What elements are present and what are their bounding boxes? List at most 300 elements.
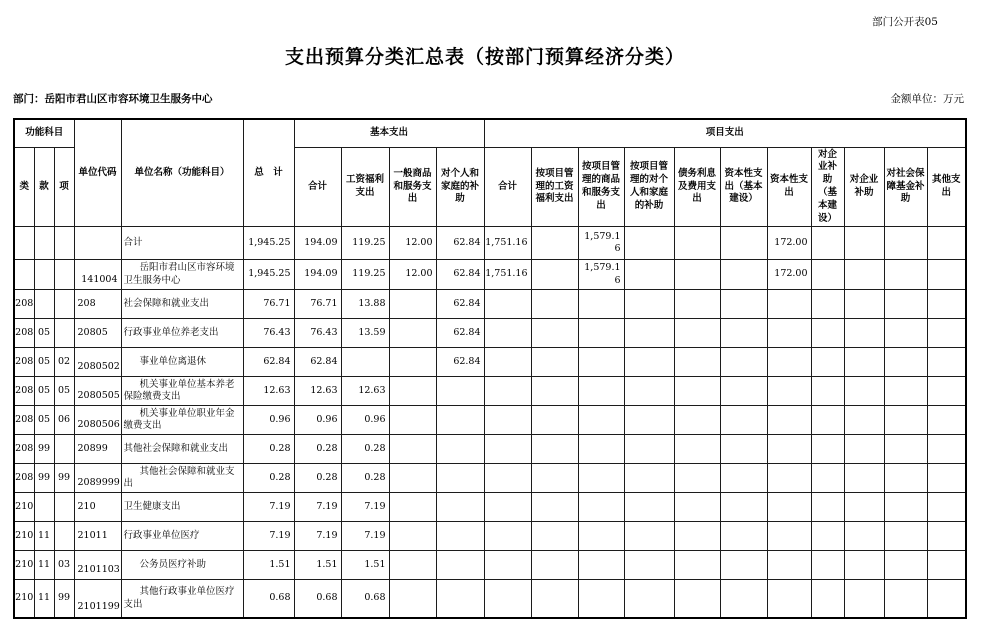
amount-unit-label: 金额单位：万元 [890, 93, 964, 105]
cell-value [624, 319, 674, 348]
cell-value [884, 348, 927, 377]
cell-item: 99 [54, 464, 74, 493]
cell-value [531, 377, 578, 406]
cell-section: 05 [34, 348, 54, 377]
cell-value [927, 319, 966, 348]
cell-value [389, 493, 436, 522]
cell-value [624, 551, 674, 580]
cell-value [884, 580, 927, 618]
cell-value [720, 522, 767, 551]
header-basic-wages: 工资福利支出 [341, 147, 389, 227]
cell-value [578, 522, 624, 551]
cell-unit-code: 2101199 [74, 580, 121, 618]
table-row [14, 290, 966, 319]
header-debt-interest: 债务利息及费用支出 [674, 147, 720, 227]
cell-value [767, 464, 811, 493]
cell-value [811, 319, 844, 348]
cell-value [674, 580, 720, 618]
cell-value: 0.28 [294, 464, 341, 493]
cell-unit-name: 机关事业单位职业年金缴费支出 [121, 406, 243, 435]
cell-value [484, 522, 531, 551]
cell-value [531, 493, 578, 522]
cell-value [927, 290, 966, 319]
cell-value [927, 227, 966, 260]
cell-value [720, 377, 767, 406]
cell-class: 208 [14, 348, 34, 377]
cell-value [720, 580, 767, 618]
cell-item [54, 493, 74, 522]
cell-value [884, 551, 927, 580]
table-row [14, 493, 966, 522]
cell-item [54, 435, 74, 464]
cell-section: 11 [34, 580, 54, 618]
cell-value [767, 551, 811, 580]
cell-value: 7.19 [294, 493, 341, 522]
cell-value [624, 227, 674, 260]
cell-value: 76.43 [243, 319, 294, 348]
cell-value [927, 377, 966, 406]
cell-value [531, 551, 578, 580]
cell-value: 62.84 [436, 348, 484, 377]
cell-value [927, 493, 966, 522]
header-unit-code: 单位代码 [74, 119, 121, 227]
cell-value: 0.68 [341, 580, 389, 618]
cell-value [720, 493, 767, 522]
cell-value [578, 493, 624, 522]
header-basic-group: 基本支出 [294, 119, 484, 147]
cell-value [578, 319, 624, 348]
cell-section: 11 [34, 522, 54, 551]
cell-value [578, 551, 624, 580]
header-grand-total: 总 计 [243, 119, 294, 227]
cell-item: 05 [54, 377, 74, 406]
cell-value [531, 290, 578, 319]
cell-value [844, 493, 884, 522]
cell-value [844, 319, 884, 348]
cell-value [844, 464, 884, 493]
cell-unit-name: 社会保障和就业支出 [121, 290, 243, 319]
header-class: 类 [14, 147, 34, 227]
cell-value [436, 464, 484, 493]
cell-value: 0.96 [341, 406, 389, 435]
cell-value [624, 260, 674, 290]
cell-value [884, 406, 927, 435]
cell-value [484, 580, 531, 618]
cell-value [389, 290, 436, 319]
cell-unit-code: 2080502 [74, 348, 121, 377]
cell-value: 12.00 [389, 227, 436, 260]
cell-value [578, 377, 624, 406]
cell-value [624, 493, 674, 522]
cell-value [389, 348, 436, 377]
cell-value [844, 260, 884, 290]
page-code: 部门公开表05 [872, 16, 938, 28]
cell-unit-name: 其他行政事业单位医疗支出 [121, 580, 243, 618]
cell-unit-name: 机关事业单位基本养老保险缴费支出 [121, 377, 243, 406]
cell-value: 12.63 [341, 377, 389, 406]
cell-value: 7.19 [341, 522, 389, 551]
cell-value [624, 522, 674, 551]
cell-item: 03 [54, 551, 74, 580]
cell-section: 11 [34, 551, 54, 580]
cell-value: 62.84 [436, 227, 484, 260]
cell-class: 208 [14, 290, 34, 319]
cell-unit-code: 208 [74, 290, 121, 319]
cell-class [14, 260, 34, 290]
header-project-family-subsidy: 按项目管理的对个人和家庭的补助 [624, 147, 674, 227]
cell-value: 1.51 [294, 551, 341, 580]
cell-unit-code: 2080505 [74, 377, 121, 406]
cell-unit-code: 2080506 [74, 406, 121, 435]
cell-value [674, 377, 720, 406]
header-section: 款 [34, 147, 54, 227]
cell-value: 1,751.16 [484, 227, 531, 260]
cell-value [767, 493, 811, 522]
cell-value [884, 227, 927, 260]
cell-value [844, 551, 884, 580]
header-project-group: 项目支出 [484, 119, 966, 147]
cell-value [674, 319, 720, 348]
cell-value [531, 522, 578, 551]
cell-unit-name: 其他社会保障和就业支出 [121, 435, 243, 464]
table-row [14, 348, 966, 377]
cell-value [624, 435, 674, 464]
table-row [14, 319, 966, 348]
cell-unit-name: 事业单位离退休 [121, 348, 243, 377]
cell-value [811, 522, 844, 551]
cell-value [578, 348, 624, 377]
cell-section [34, 290, 54, 319]
cell-value: 12.63 [243, 377, 294, 406]
cell-value [884, 377, 927, 406]
cell-value [436, 551, 484, 580]
cell-value [811, 406, 844, 435]
cell-item [54, 319, 74, 348]
cell-value: 0.68 [243, 580, 294, 618]
cell-value [767, 348, 811, 377]
cell-value [484, 319, 531, 348]
cell-value [811, 551, 844, 580]
cell-value [767, 522, 811, 551]
cell-unit-name: 公务员医疗补助 [121, 551, 243, 580]
cell-section: 99 [34, 464, 54, 493]
cell-unit-code [74, 227, 121, 260]
cell-value [720, 435, 767, 464]
cell-value [811, 260, 844, 290]
cell-value [927, 406, 966, 435]
cell-unit-code: 210 [74, 493, 121, 522]
table-row [14, 522, 966, 551]
cell-value: 62.84 [436, 319, 484, 348]
cell-value [767, 290, 811, 319]
table-row [14, 551, 966, 580]
cell-value [811, 580, 844, 618]
cell-value [811, 377, 844, 406]
cell-value [531, 319, 578, 348]
cell-value [674, 290, 720, 319]
cell-section: 05 [34, 406, 54, 435]
cell-value [484, 377, 531, 406]
cell-value: 1,579.16 [578, 227, 624, 260]
cell-value [927, 464, 966, 493]
cell-value [884, 260, 927, 290]
cell-value: 62.84 [436, 260, 484, 290]
cell-value [531, 406, 578, 435]
cell-value [720, 464, 767, 493]
cell-value [531, 260, 578, 290]
cell-value [811, 464, 844, 493]
cell-value: 0.28 [243, 435, 294, 464]
cell-value [484, 406, 531, 435]
cell-value: 0.68 [294, 580, 341, 618]
cell-class [14, 227, 34, 260]
header-func-group: 功能科目 [14, 119, 74, 147]
cell-value: 1,751.16 [484, 260, 531, 290]
cell-unit-code: 141004 [74, 260, 121, 290]
cell-value: 62.84 [294, 348, 341, 377]
cell-item [54, 290, 74, 319]
cell-value [578, 290, 624, 319]
cell-value: 76.71 [243, 290, 294, 319]
cell-value [674, 551, 720, 580]
cell-value [884, 290, 927, 319]
cell-value: 12.63 [294, 377, 341, 406]
cell-value [884, 319, 927, 348]
cell-item: 06 [54, 406, 74, 435]
cell-value [531, 580, 578, 618]
cell-value: 1.51 [243, 551, 294, 580]
cell-value: 7.19 [243, 493, 294, 522]
cell-unit-name: 行政事业单位医疗 [121, 522, 243, 551]
header-unit-name: 单位名称（功能科目） [121, 119, 243, 227]
cell-value [389, 319, 436, 348]
cell-value [436, 493, 484, 522]
cell-value: 7.19 [294, 522, 341, 551]
header-capital-construction: 资本性支出（基本建设） [720, 147, 767, 227]
cell-value [844, 227, 884, 260]
cell-value [674, 260, 720, 290]
cell-value [844, 580, 884, 618]
cell-value [436, 377, 484, 406]
cell-value: 194.09 [294, 260, 341, 290]
cell-value [484, 551, 531, 580]
cell-value [844, 435, 884, 464]
department-label: 部门：岳阳市君山区市容环境卫生服务中心 [13, 93, 213, 105]
cell-value [844, 377, 884, 406]
cell-value [720, 227, 767, 260]
table-row [14, 377, 966, 406]
cell-value [767, 580, 811, 618]
cell-unit-name: 合计 [121, 227, 243, 260]
cell-value: 119.25 [341, 227, 389, 260]
cell-value [767, 319, 811, 348]
cell-value [811, 348, 844, 377]
cell-section: 99 [34, 435, 54, 464]
cell-value [674, 493, 720, 522]
cell-value [884, 493, 927, 522]
page-title: 支出预算分类汇总表（按部门预算经济分类） [284, 46, 685, 68]
cell-value [624, 348, 674, 377]
cell-value: 0.96 [243, 406, 294, 435]
cell-value [927, 260, 966, 290]
cell-class: 210 [14, 580, 34, 618]
cell-value [389, 522, 436, 551]
cell-unit-code: 21011 [74, 522, 121, 551]
header-other-expenditure: 其他支出 [927, 147, 966, 227]
header-basic-family-subsidy: 对个人和家庭的补助 [436, 147, 484, 227]
cell-value: 172.00 [767, 227, 811, 260]
cell-value [484, 493, 531, 522]
cell-value [720, 260, 767, 290]
cell-value [927, 522, 966, 551]
cell-value: 13.88 [341, 290, 389, 319]
header-row-groups [14, 119, 966, 147]
cell-value [436, 435, 484, 464]
cell-value [927, 435, 966, 464]
cell-value [844, 348, 884, 377]
cell-value [389, 377, 436, 406]
cell-value [884, 522, 927, 551]
cell-unit-name: 卫生健康支出 [121, 493, 243, 522]
cell-value [927, 580, 966, 618]
cell-value [578, 406, 624, 435]
cell-item [54, 522, 74, 551]
cell-value [624, 464, 674, 493]
subheader [13, 91, 964, 106]
cell-value [531, 348, 578, 377]
cell-section [34, 227, 54, 260]
cell-value [341, 348, 389, 377]
cell-value [844, 522, 884, 551]
cell-section: 05 [34, 377, 54, 406]
cell-value [674, 522, 720, 551]
cell-class: 210 [14, 493, 34, 522]
table-row [14, 227, 966, 260]
cell-section [34, 493, 54, 522]
cell-value [578, 580, 624, 618]
cell-value: 62.84 [243, 348, 294, 377]
cell-item: 02 [54, 348, 74, 377]
cell-value [844, 290, 884, 319]
cell-class: 208 [14, 319, 34, 348]
cell-value [720, 319, 767, 348]
cell-item: 99 [54, 580, 74, 618]
cell-value [767, 406, 811, 435]
cell-value [389, 551, 436, 580]
cell-unit-code: 20899 [74, 435, 121, 464]
table-row [14, 406, 966, 435]
cell-value [531, 435, 578, 464]
cell-value: 0.96 [294, 406, 341, 435]
header-social-security-fund-subsidy: 对社会保障基金补助 [884, 147, 927, 227]
cell-value: 13.59 [341, 319, 389, 348]
cell-value [436, 522, 484, 551]
cell-value [720, 348, 767, 377]
cell-class: 210 [14, 551, 34, 580]
table-row [14, 464, 966, 493]
header-capital: 资本性支出 [767, 147, 811, 227]
cell-value [720, 290, 767, 319]
cell-value [389, 406, 436, 435]
cell-value [531, 227, 578, 260]
cell-value: 119.25 [341, 260, 389, 290]
cell-value: 12.00 [389, 260, 436, 290]
cell-value [811, 435, 844, 464]
cell-value [844, 406, 884, 435]
cell-value [531, 464, 578, 493]
header-basic-subtotal: 合计 [294, 147, 341, 227]
cell-unit-name: 其他社会保障和就业支出 [121, 464, 243, 493]
cell-value: 7.19 [243, 522, 294, 551]
cell-value: 76.43 [294, 319, 341, 348]
cell-unit-name: 行政事业单位养老支出 [121, 319, 243, 348]
cell-class: 208 [14, 377, 34, 406]
cell-value [674, 406, 720, 435]
cell-value [811, 493, 844, 522]
cell-value [927, 551, 966, 580]
cell-value [767, 435, 811, 464]
cell-value [927, 348, 966, 377]
cell-unit-name: 岳阳市君山区市容环境卫生服务中心 [121, 260, 243, 290]
cell-value: 76.71 [294, 290, 341, 319]
cell-unit-code: 2089999 [74, 464, 121, 493]
cell-value [578, 435, 624, 464]
table-row [14, 435, 966, 464]
cell-value [484, 435, 531, 464]
cell-value [484, 290, 531, 319]
cell-class: 208 [14, 435, 34, 464]
cell-value [436, 580, 484, 618]
header-project-goods: 按项目管理的商品和服务支出 [578, 147, 624, 227]
table-row [14, 260, 966, 290]
cell-value [484, 464, 531, 493]
cell-value: 62.84 [436, 290, 484, 319]
cell-value [884, 464, 927, 493]
cell-value [674, 348, 720, 377]
cell-value: 1,579.16 [578, 260, 624, 290]
cell-value [674, 227, 720, 260]
cell-section: 05 [34, 319, 54, 348]
cell-value: 1.51 [341, 551, 389, 580]
cell-value [720, 406, 767, 435]
cell-value [389, 464, 436, 493]
cell-value: 1,945.25 [243, 227, 294, 260]
cell-value [720, 551, 767, 580]
cell-value [578, 464, 624, 493]
cell-value [811, 227, 844, 260]
cell-value [624, 580, 674, 618]
cell-value [624, 290, 674, 319]
cell-value [389, 580, 436, 618]
header-enterprise-subsidy: 对企业补助 [844, 147, 884, 227]
header-project-subtotal: 合计 [484, 147, 531, 227]
cell-value: 172.00 [767, 260, 811, 290]
cell-class: 208 [14, 406, 34, 435]
cell-unit-code: 2101103 [74, 551, 121, 580]
header-basic-goods: 一般商品和服务支出 [389, 147, 436, 227]
cell-value: 0.28 [243, 464, 294, 493]
cell-value [436, 406, 484, 435]
cell-value: 7.19 [341, 493, 389, 522]
cell-value [484, 348, 531, 377]
cell-value: 1,945.25 [243, 260, 294, 290]
cell-value [674, 464, 720, 493]
cell-value [624, 406, 674, 435]
budget-table [13, 118, 967, 619]
cell-value [674, 435, 720, 464]
cell-value: 194.09 [294, 227, 341, 260]
header-item: 项 [54, 147, 74, 227]
